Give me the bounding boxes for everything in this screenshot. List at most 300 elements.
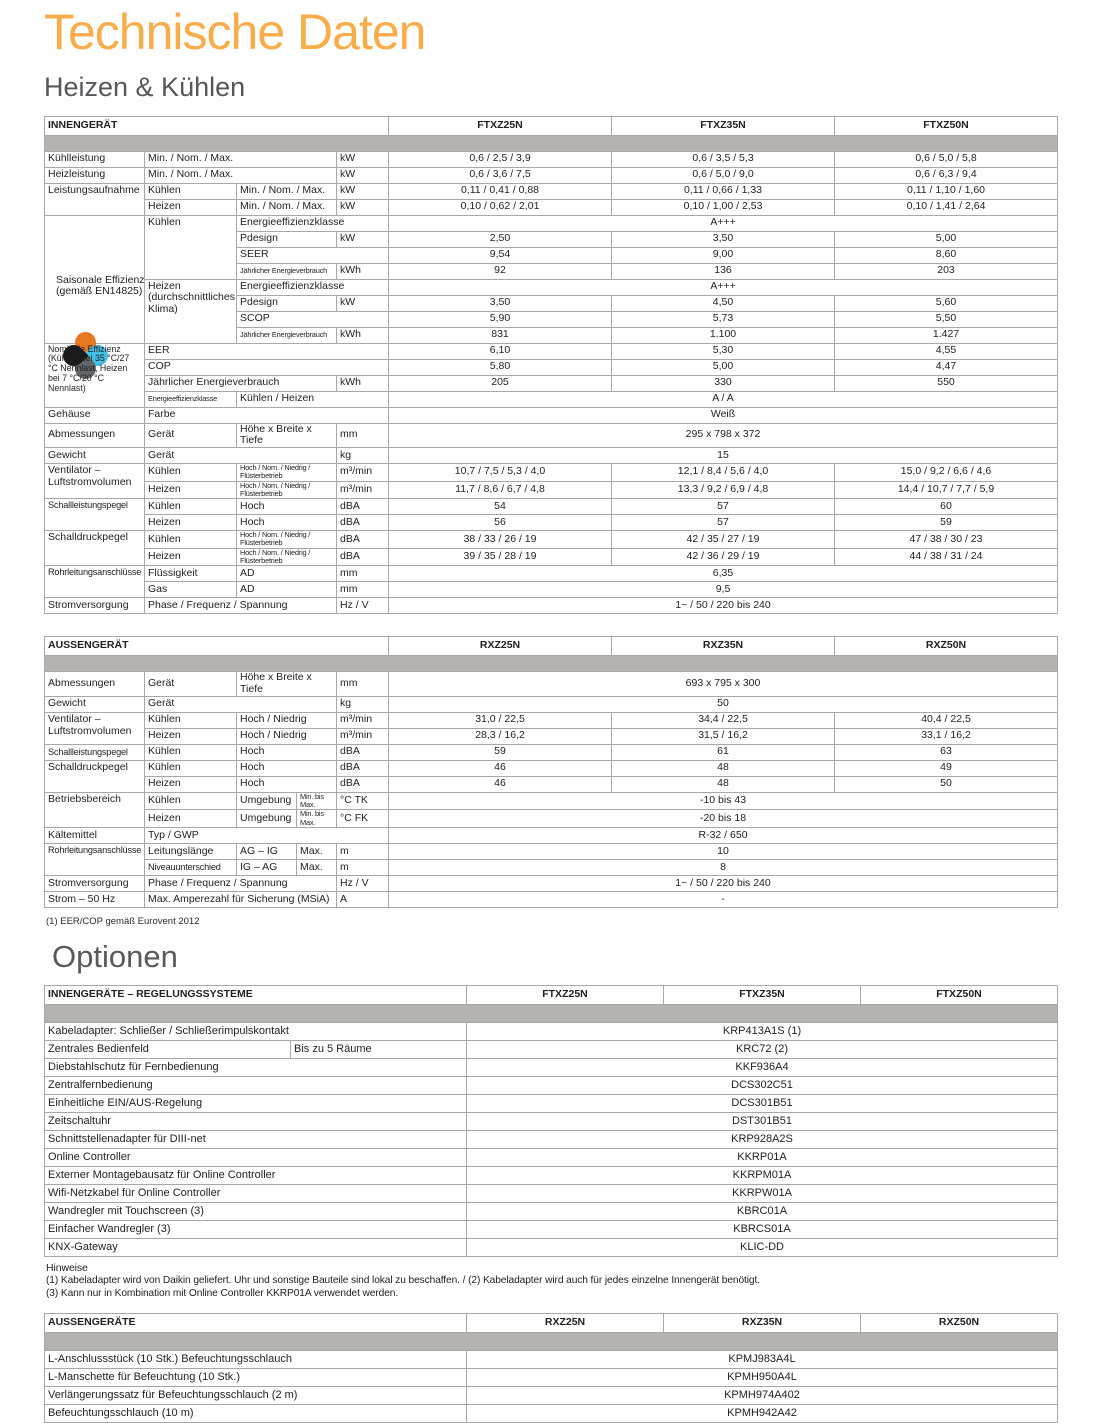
table-cell: kW [337,183,389,199]
table-cell: Heizen [145,199,237,215]
table-cell: dBA [337,776,389,792]
table-header-cell: FTXZ25N [467,985,664,1004]
table-cell: 203 [835,263,1058,279]
table-row [45,582,1058,598]
table-cell: 42 / 35 / 27 / 19 [612,531,835,549]
table-cell: Zentralfernbedienung [45,1076,467,1094]
table-row [45,728,1058,744]
table-header-cell: FTXZ35N [612,116,835,135]
table-header-cell: INNENGERÄTE – REGELUNGSSYSTEME [45,985,467,1004]
table-cell: Leitungslänge [145,843,237,859]
table-cell: Saisonale Effizienz (gemäß EN14825) [53,273,153,401]
table-row [45,1386,1058,1404]
table-row [45,1350,1058,1368]
table-cell: Kühlen [145,464,237,482]
table-row [45,744,1058,760]
table-row [45,1220,1058,1238]
table-cell: Heizen [145,776,237,792]
table-row [45,183,1058,199]
table-cell: AD [237,566,337,582]
table-row [45,712,1058,728]
table-cell: 1.100 [612,327,835,343]
table-cell: AG – IG [237,843,297,859]
table-header-cell: FTXZ50N [861,985,1058,1004]
table-cell: Kabeladapter: Schließer / Schließerimpulskontakt [45,1022,467,1040]
table-header-cell: RXZ35N [664,1313,861,1332]
table-cell: kW [337,167,389,183]
table-cell: KKRPM01A [467,1166,1058,1184]
table-cell: Schalldruckpegel [45,760,145,792]
table-row [45,1130,1058,1148]
table-row [45,1094,1058,1112]
table-cell: 49 [835,760,1058,776]
table-cell: Hoch [237,744,337,760]
table-row [45,566,1058,582]
table-cell: 0,6 / 2,5 / 3,9 [389,151,612,167]
table-cell: Niveauunterschied [145,859,237,875]
header-divider-band [45,1004,1058,1022]
table-cell: dBA [337,548,389,566]
table-cell: KBRC01A [467,1202,1058,1220]
table-cell: 9,5 [389,582,1058,598]
table-cell: 61 [612,744,835,760]
table-cell: Heizen (durchschnittliches Klima) [145,279,237,343]
table-cell: dBA [337,531,389,549]
table-cell: SCOP [237,311,389,327]
table-cell: Bis zu 5 Räume [291,1040,467,1058]
indoor-unit-table [44,116,1058,615]
table-cell: °C TK [337,792,389,810]
table-cell: 3,50 [612,231,835,247]
table-cell: Heizen [145,810,237,828]
table-cell: 56 [389,515,612,531]
table-cell: 11,7 / 8,6 / 6,7 / 4,8 [389,481,612,499]
table-cell: Diebstahlschutz für Fernbedienung [45,1058,467,1076]
table-cell: Hoch / Nom. / Niedrig / Flüsterbetrieb [237,531,337,549]
table-row [45,1184,1058,1202]
table-row [45,548,1058,566]
table-cell: 0,11 / 0,41 / 0,88 [389,183,612,199]
table-cell: 5,60 [835,295,1058,311]
table-cell: Flüssigkeit [145,566,237,582]
header-divider-band [45,135,1058,151]
table-cell: - [389,891,1058,907]
divider [45,135,1058,151]
header-divider-band [45,1332,1058,1350]
table-cell: 0,6 / 3,6 / 7,5 [389,167,612,183]
table-cell: kW [337,199,389,215]
table-cell: 2,50 [389,231,612,247]
table-header-cell: AUSSENGERÄTE [45,1313,467,1332]
table-cell: 44 / 38 / 31 / 24 [835,548,1058,566]
table-cell: 1~ / 50 / 220 bis 240 [389,875,1058,891]
table-cell: kW [337,151,389,167]
table-cell: 136 [612,263,835,279]
table-cell: Pdesign [237,231,337,247]
table-cell: 0,11 / 0,66 / 1,33 [612,183,835,199]
section-heading-heizen-kuehlen: Heizen & Kühlen [44,71,246,102]
table-cell: EER [145,343,389,359]
table-cell: Kühlen [145,499,237,515]
table-cell: A / A [389,391,1058,407]
table-cell: 6,10 [389,343,612,359]
table-cell: 5,30 [612,343,835,359]
table-cell: Online Controller [45,1148,467,1166]
indoor-options-table [44,985,1058,1257]
table-cell: 1.427 [835,327,1058,343]
table-cell: 4,55 [835,343,1058,359]
table-cell: Heizen [145,548,237,566]
table-cell: Weiß [389,407,1058,423]
table-cell: KBRCS01A [467,1220,1058,1238]
hinweise-note-2: (3) Kann nur in Kombination mit Online Controller KKRP01A verwendet werden. [46,1287,399,1299]
table-cell: 57 [612,515,835,531]
table-cell: Rohrleitungsanschlüsse [45,843,145,875]
table-cell: Kühlen [145,792,237,810]
table-cell: m³/min [337,728,389,744]
table-cell: 48 [612,760,835,776]
eurovent-footnote: (1) EER/COP gemäß Eurovent 2012 [46,915,200,927]
table-cell: 295 x 798 x 372 [389,423,1058,448]
table-row [45,407,1058,423]
table-cell: Typ / GWP [145,827,389,843]
table-cell: Ventilator – Luftstromvolumen [45,712,145,744]
table-cell: 34,4 / 22,5 [612,712,835,728]
table-cell: 9,54 [389,247,612,263]
outdoor-unit-table [44,636,1058,908]
table-cell: Hoch / Nom. / Niedrig / Flüsterbetrieb [237,481,337,499]
table-cell: 4,50 [612,295,835,311]
table-header-cell: FTXZ35N [664,985,861,1004]
table-cell: m³/min [337,481,389,499]
table-cell: Höhe x Breite x Tiefe [237,672,337,697]
table-row [45,499,1058,515]
table-row [45,448,1058,464]
table-cell: KKF936A4 [467,1058,1058,1076]
table-cell: Energieeffizienzklasse [237,279,389,295]
table-cell: Gehäuse [45,407,145,423]
table-cell: DST301B51 [467,1112,1058,1130]
table-cell: 57 [612,499,835,515]
table-cell: 10 [389,843,1058,859]
table-cell: KRP413A1S (1) [467,1022,1058,1040]
table-row [45,1058,1058,1076]
table-row [45,1166,1058,1184]
hinweise-label: Hinweise [46,1261,88,1274]
table-cell: Kühlleistung [45,151,145,167]
table-cell: 9,00 [612,247,835,263]
page-title: Technische Daten [44,4,426,60]
table-row [45,375,1058,391]
table-cell: Höhe x Breite x Tiefe [237,423,337,448]
table-header-cell: RXZ50N [835,637,1058,656]
table-header-cell: FTXZ25N [389,116,612,135]
divider [45,1332,1058,1350]
table-cell: 48 [612,776,835,792]
table-row [45,843,1058,859]
table-header-row [45,637,1058,656]
table-cell: 0,11 / 1,10 / 1,60 [835,183,1058,199]
table-cell: 63 [835,744,1058,760]
table-cell: KRP928A2S [467,1130,1058,1148]
table-cell: Kühlen [145,712,237,728]
table-cell: Kühlen [145,215,237,279]
table-cell: Einfacher Wandregler (3) [45,1220,467,1238]
table-cell: mm [337,566,389,582]
table-cell: DCS302C51 [467,1076,1058,1094]
table-cell: 47 / 38 / 30 / 23 [835,531,1058,549]
table-cell: Gerät [145,672,237,697]
header-divider-band [45,656,1058,672]
table-cell: 54 [389,499,612,515]
table-cell: Gewicht [45,448,145,464]
table-cell: Energieeffizienzklasse [145,391,237,407]
table-cell: 5,73 [612,311,835,327]
table-cell: Leistungsaufnahme [45,183,145,215]
table-cell: Hoch [237,515,337,531]
table-cell: KKRPW01A [467,1184,1058,1202]
table-cell: 40,4 / 22,5 [835,712,1058,728]
table-cell: KPMH950A4L [467,1368,1058,1386]
table-cell: 5,50 [835,311,1058,327]
table-row [45,515,1058,531]
table-cell: m³/min [337,712,389,728]
table-cell: R-32 / 650 [389,827,1058,843]
table-cell: 31,0 / 22,5 [389,712,612,728]
table-cell: 15,0 / 9,2 / 6,6 / 4,6 [835,464,1058,482]
table-row [45,672,1058,697]
table-header-cell: RXZ25N [389,637,612,656]
table-header-cell: RXZ50N [861,1313,1058,1332]
table-cell: m [337,843,389,859]
table-cell: -20 bis 18 [389,810,1058,828]
table-cell: KPMH974A402 [467,1386,1058,1404]
table-cell: Pdesign [237,295,337,311]
table-header-cell: INNENGERÄT [45,116,389,135]
table-cell: Gerät [145,448,337,464]
table-cell: 59 [835,515,1058,531]
table-header-row [45,116,1058,135]
table-cell: 0,6 / 6,3 / 9,4 [835,167,1058,183]
table-cell: 33,1 / 16,2 [835,728,1058,744]
table-header-row [45,985,1058,1004]
table-cell: 50 [835,776,1058,792]
table-cell: 8 [389,859,1058,875]
table-row [45,792,1058,810]
table-cell: KLIC-DD [467,1238,1058,1256]
table-cell: Schallleistungspegel [45,499,145,531]
table-cell: AD [237,582,337,598]
table-cell: Einheitliche EIN/AUS-Regelung [45,1094,467,1112]
section-heading-optionen: Optionen [52,938,178,974]
divider [45,1004,1058,1022]
table-cell: 14,4 / 10,7 / 7,7 / 5,9 [835,481,1058,499]
table-cell: KKRP01A [467,1148,1058,1166]
table-cell: Kältemittel [45,827,145,843]
table-cell: Max. [297,859,337,875]
table-cell: Gewicht [45,696,145,712]
table-row [45,1022,1058,1040]
table-row [45,598,1058,614]
table-row [45,1112,1058,1130]
table-cell: A [337,891,389,907]
table-cell: m³/min [337,464,389,482]
table-cell: Jährlicher Energieverbrauch [237,263,337,279]
table-cell: Hoch [237,760,337,776]
table-cell: Schnittstellenadapter für DIII-net [45,1130,467,1148]
table-cell: Heizleistung [45,167,145,183]
table-row [45,391,1058,407]
table-cell: 0,10 / 0,62 / 2,01 [389,199,612,215]
table-cell: Kühlen [145,531,237,549]
table-cell: Kühlen [145,183,237,199]
table-cell: Jährlicher Energieverbrauch [145,375,337,391]
table-cell: 1~ / 50 / 220 bis 240 [389,598,1058,614]
table-cell: 5,80 [389,359,612,375]
table-cell: 5,00 [612,359,835,375]
table-cell: dBA [337,499,389,515]
table-cell: Verlängerungssatz für Befeuchtungsschlauch (2 m) [45,1386,467,1404]
table-cell: Min. bis Max. [297,792,337,810]
table-cell: 5,00 [835,231,1058,247]
table-row [45,359,1058,375]
table-cell: KRC72 (2) [467,1040,1058,1058]
table-cell: DCS301B51 [467,1094,1058,1112]
table-cell: Betriebsbereich [45,792,145,827]
table-row [45,776,1058,792]
table-cell: 0,10 / 1,41 / 2,64 [835,199,1058,215]
table-cell: 0,10 / 1,00 / 2,53 [612,199,835,215]
table-cell: kW [337,295,389,311]
table-cell: 550 [835,375,1058,391]
table-cell: 15 [389,448,1058,464]
table-cell: kg [337,448,389,464]
table-cell: Heizen [145,728,237,744]
table-cell: Hoch / Niedrig [237,728,337,744]
table-cell: Hz / V [337,598,389,614]
table-cell: -10 bis 43 [389,792,1058,810]
table-cell: Kühlen [145,744,237,760]
table-row [45,1148,1058,1166]
table-cell: 330 [612,375,835,391]
table-cell: Min. / Nom. / Max. [145,151,337,167]
table-cell: Kühlen [145,760,237,776]
table-cell: Wifi-Netzkabel für Online Controller [45,1184,467,1202]
table-row [45,531,1058,549]
table-row [45,760,1058,776]
table-cell: Hoch / Nom. / Niedrig / Flüsterbetrieb [237,464,337,482]
table-cell: mm [337,672,389,697]
table-cell: Kühlen / Heizen [237,391,389,407]
table-row [45,827,1058,843]
outdoor-options-table [44,1313,1058,1423]
table-row [45,1202,1058,1220]
hinweise-block [46,1262,1110,1301]
table-cell: Umgebung [237,792,297,810]
table-row [45,199,1058,215]
table-cell: IG – AG [237,859,297,875]
table-cell: Umgebung [237,810,297,828]
table-row [45,1238,1058,1256]
table-cell: Farbe [145,407,389,423]
table-cell: °C FK [337,810,389,828]
table-cell: kWh [337,375,389,391]
table-cell: 28,3 / 16,2 [389,728,612,744]
table-cell: 5,90 [389,311,612,327]
table-row [45,1404,1058,1422]
table-header-cell: AUSSENGERÄT [45,637,389,656]
divider [45,656,1058,672]
table-row [45,1040,1058,1058]
table-cell: 12,1 / 8,4 / 5,6 / 4,0 [612,464,835,482]
table-row [45,167,1058,183]
table-row [45,215,1058,231]
table-row [45,1368,1058,1386]
table-cell: Externer Montagebausatz für Online Controller [45,1166,467,1184]
table-cell: 59 [389,744,612,760]
table-cell: 31,5 / 16,2 [612,728,835,744]
table-cell: Max. [297,843,337,859]
table-cell: 13,3 / 9,2 / 6,9 / 4,8 [612,481,835,499]
table-row [45,1076,1058,1094]
table-cell: Heizen [145,481,237,499]
table-cell: L-Anschlussstück (10 Stk.) Befeuchtungsschlauch [45,1350,467,1368]
table-cell: dBA [337,760,389,776]
table-cell: 60 [835,499,1058,515]
table-cell: Heizen [145,515,237,531]
hinweise-note-1: (1) Kabeladapter wird von Daikin geliefert. Uhr und sonstige Bauteile sind lokal zu beschaffen. / (2) Kabeladapter wird auch für jedes einzelne Innengerät benötigt. [46,1275,760,1286]
table-cell: Gerät [145,423,237,448]
table-cell: 8,60 [835,247,1058,263]
table-cell: Min. / Nom. / Max. [237,199,337,215]
table-cell: Hoch / Niedrig [237,712,337,728]
table-cell: mm [337,423,389,448]
table-row [45,696,1058,712]
table-row [45,859,1058,875]
table-cell: Phase / Frequenz / Spannung [145,875,337,891]
table-cell: Schallleistungspegel [45,744,145,760]
table-cell: KPMJ983A4L [467,1350,1058,1368]
table-cell: A+++ [389,279,1058,295]
table-cell: KPMH942A42 [467,1404,1058,1422]
table-header-row [45,1313,1058,1332]
table-cell: dBA [337,515,389,531]
table-row [45,481,1058,499]
table-cell: Max. Amperezahl für Sicherung (MSiA) [145,891,337,907]
table-cell: 831 [389,327,612,343]
table-cell: Hoch / Nom. / Niedrig / Flüsterbetrieb [237,548,337,566]
table-cell: kg [337,696,389,712]
table-cell: 46 [389,760,612,776]
table-cell: Min. / Nom. / Max. [237,183,337,199]
table-cell: L-Manschette für Befeuchtung (10 Stk.) [45,1368,467,1386]
table-row [45,464,1058,482]
table-header-cell: RXZ25N [467,1313,664,1332]
table-cell: Hz / V [337,875,389,891]
table-cell: 3,50 [389,295,612,311]
table-cell: 0,6 / 3,5 / 5,3 [612,151,835,167]
table-cell: 6,35 [389,566,1058,582]
table-cell: Zentrales Bedienfeld [45,1040,291,1058]
table-cell: Gas [145,582,237,598]
table-cell: kWh [337,327,389,343]
table-cell: 50 [389,696,1058,712]
table-cell: kW [337,231,389,247]
table-cell: Schalldruckpegel [45,531,145,566]
table-row [45,810,1058,828]
table-cell: 42 / 36 / 29 / 19 [612,548,835,566]
table-cell: Hoch [237,499,337,515]
